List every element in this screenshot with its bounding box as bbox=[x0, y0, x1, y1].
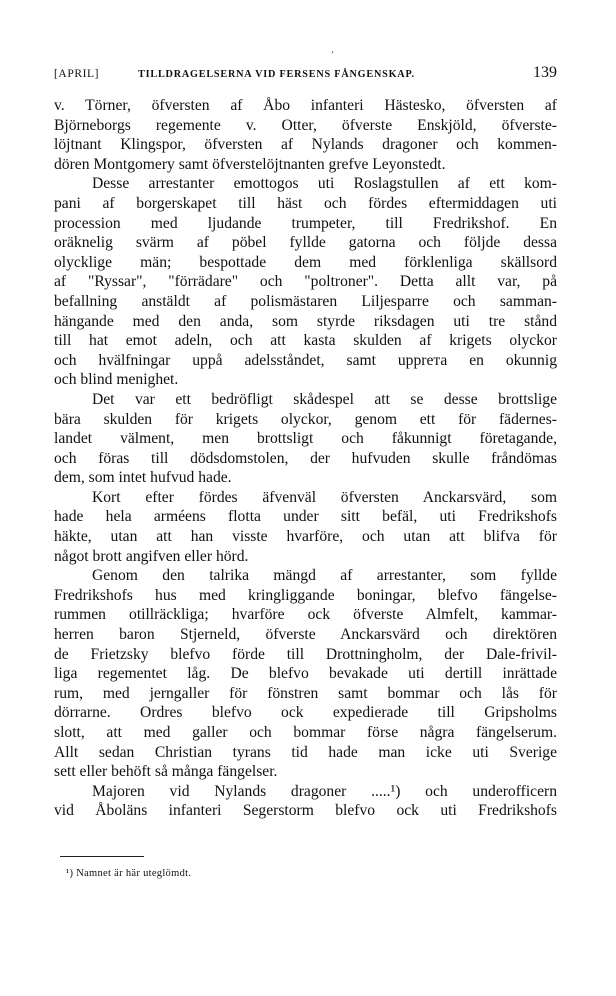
text-line: Allt sedan Christian tyrans tid hade man icke uti Sverige bbox=[54, 743, 557, 761]
text-line: rummen otillräckliga; hvarföre ock öfverste Almfelt, kammar- bbox=[54, 606, 557, 624]
text-line: löjtnant Klingspor, öfversten af Nylands dragoner och kommen- bbox=[54, 136, 557, 154]
text-line: hängande med den anda, som styrde riksdagen uti tre stånd bbox=[54, 312, 557, 330]
text-line: v. Törner, öfversten af Åbo infanteri Hästesko, öfversten af bbox=[54, 97, 557, 114]
text-line: sett eller behöft så många fängelser. bbox=[54, 763, 278, 781]
text-line: procession med ljudande trumpeter, till Fredrikshof. En bbox=[54, 214, 557, 232]
page-number: 139 bbox=[533, 64, 557, 81]
text-line: häkte, utan att han visste hvarföre, och utan att blifva för bbox=[54, 528, 557, 546]
text-line: dörrarne. Ordres blefvo ock expedierade till Gripsholms bbox=[54, 704, 557, 722]
text-line: landet välment, men brottsligt och fåkunnigt företagande, bbox=[54, 430, 557, 448]
text-line: herren baron Stjerneld, öfverste Anckarsvärd och direktören bbox=[54, 626, 557, 644]
text-line: till hat emot adeln, och att kasta skulden af krigets olyckor bbox=[54, 332, 557, 350]
text-line: hade hela arméens flotta under sitt befäl, uti Fredrikshofs bbox=[54, 508, 557, 526]
text-line: och hvälfningar uppå adelsståndet, samt upprета en okunnig bbox=[54, 351, 557, 369]
text-line: olycklige män; bespottade dem med förklenliga skällsord bbox=[54, 253, 557, 271]
text-line: de Frietzsky blefvo förde till Drottningholm, der Dale-frivil- bbox=[54, 645, 557, 663]
text-line: och blind menighet. bbox=[54, 371, 179, 389]
text-line: oräknelig svärm af pöbel fyllde gatorna och följde dessa bbox=[54, 234, 557, 252]
text-line: och föras till dödsdomstolen, der hufvuden skulle fråndömas bbox=[54, 449, 557, 467]
text-line: vid Åboläns infanteri Segerstorm blefvo ock uti Fredrikshofs bbox=[54, 802, 557, 820]
text-line: slott, att med galler och bommar förse några fängelserum. bbox=[54, 724, 557, 741]
text-line: liga regementet låg. De blefvo bevakade uti dertill inrättade bbox=[54, 665, 557, 683]
footnote-marker: ¹) bbox=[66, 868, 74, 879]
text-line: dem, som intet hufvud hade. bbox=[54, 469, 232, 487]
footnote-rule bbox=[60, 856, 144, 857]
text-line: Björneborgs regemente v. Otter, öfverste Enskjöld, öfverste- bbox=[54, 116, 557, 134]
specks: , bbox=[331, 44, 335, 55]
text-line: Fredrikshofs hus med kringliggande boningar, blefvo fängelse- bbox=[54, 586, 557, 604]
header-title: TILLDRAGELSERNA VID FERSENS FÅNGENSKAP. bbox=[138, 69, 415, 80]
text-line: Majoren vid Nylands dragoner .....¹) och underofficern bbox=[92, 782, 557, 800]
text-line: Det var ett bedröfligt skådespel att se desse brottslige bbox=[92, 390, 557, 408]
running-header bbox=[54, 64, 557, 86]
text-line: Kort efter fördes äfvenväl öfversten Anckarsvärd, som bbox=[92, 488, 557, 506]
text-line: bära skulden för krigets olyckor, genom ett för fädernes- bbox=[54, 410, 557, 428]
text-line: befallning anstäldt af polismästaren Liljesparre och samman- bbox=[54, 292, 557, 310]
header-section: [APRIL] bbox=[54, 68, 100, 80]
text-line: pani af borgerskapet till häst och fördes eftermiddagen uti bbox=[54, 194, 557, 212]
text-line: Genom den talrika mängd af arrestanter, som fyllde bbox=[92, 567, 557, 585]
text-line: dören Montgomery samt öfverstelöjtnanten grefve Leyonstedt. bbox=[54, 155, 446, 173]
text-line: något brott angifven eller hörd. bbox=[54, 547, 249, 565]
text-line: af "Ryssar", "förrädare" och "poltroner". Detta allt var, på bbox=[54, 273, 557, 291]
footnote bbox=[66, 868, 191, 879]
body-text bbox=[54, 96, 557, 821]
text-line: rum, med jerngaller för fönstren samt bommar och lås för bbox=[54, 684, 557, 702]
text-line: Desse arrestanter emottogos uti Roslagstullen af ett kom- bbox=[92, 175, 557, 193]
footnote-text: Namnet är här uteglömdt. bbox=[76, 868, 192, 879]
